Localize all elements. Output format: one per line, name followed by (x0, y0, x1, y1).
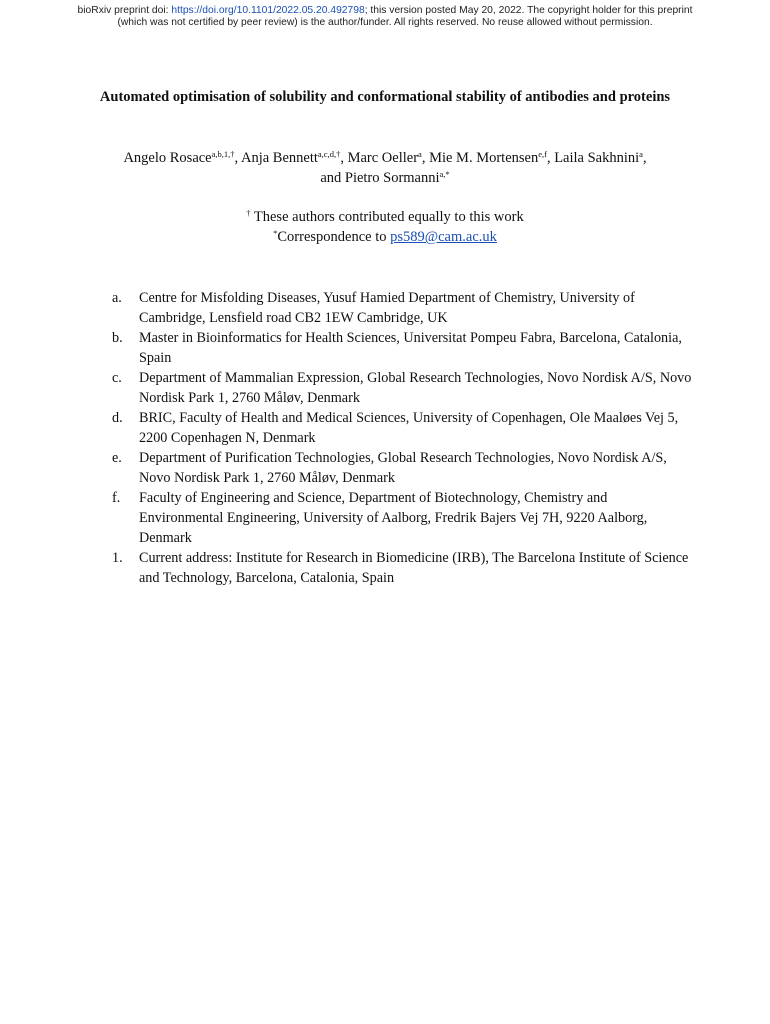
author-affiliation-marks: a,b,1,† (211, 149, 235, 159)
author (320, 170, 449, 186)
affiliation-text: Department of Mammalian Expression, Global Research Technologies, Novo Nordisk A/S, Novo Nordisk Park 1, 2760 Måløv, Denmark (139, 370, 692, 406)
affiliation-item (112, 288, 692, 328)
author: Anja Bennett$^{a,c,d,\dagger}$, (240, 149, 348, 166)
correspondence-email-link[interactable]: ps589@cam.ac.uk (390, 229, 497, 245)
header-line-2: (which was not certified by peer review) is the author/funder. All rights reserved. No reuse allowed without permission. (117, 17, 653, 28)
paper-title: Automated optimisation of solubility and conformational stability of antibodies and proteins (99, 89, 671, 105)
affiliation-marker: e. (112, 450, 122, 466)
preprint-header (0, 5, 770, 29)
correspondence-note: *Correspondence to ps589@cam.ac.uk (273, 228, 497, 245)
author-name: Mie M. Mortensen (429, 150, 539, 166)
affiliation-text: Current address: Institute for Research in Biomedicine (IRB), The Barcelona Institute of Science and Technology, Barcelona, Catalonia, Spain (139, 550, 689, 586)
affiliation-text: Centre for Misfolding Diseases, Yusuf Hamied Department of Chemistry, University of Cambridge, Lensfield road CB2 1EW Cambridge, UK (139, 290, 635, 326)
author-list (40, 148, 730, 188)
author: Mie M. Mortensen$^{e,f}$, (429, 149, 555, 166)
author: Marc Oeller$^a$, (347, 149, 430, 166)
author-name: Marc Oeller (347, 150, 419, 166)
affiliation-marker: c. (112, 370, 122, 386)
affiliation-list (112, 288, 692, 588)
header-suffix: ; this version posted May 20, 2022. The copyright holder for this preprint (364, 5, 693, 16)
author-affiliation-marks: a,* (439, 169, 450, 179)
author-name: Anja Bennett (240, 150, 318, 166)
author-affiliation-marks: e,f (538, 149, 547, 159)
author-affiliation-marks: a (639, 149, 643, 159)
affiliation-text: BRIC, Faculty of Health and Medical Sciences, University of Copenhagen, Ole Maaløes Vej 5, 2200 Copenhagen N, Denmark (139, 410, 679, 446)
author-affiliation-marks: a (418, 149, 422, 159)
affiliation-item (112, 448, 692, 488)
affiliation-item (112, 488, 692, 548)
asterisk-mark: * (273, 228, 278, 238)
affiliation-marker: f. (112, 490, 121, 506)
author-affiliation-marks: a,c,d,† (317, 149, 341, 159)
author-name: and Pietro Sormanni (320, 170, 440, 186)
affiliation-text: Faculty of Engineering and Science, Department of Biotechnology, Chemistry and Environmental Engineering, University of Aalborg, Fredrik Bajers Vej 7H, 9220 Aalborg, Denmark (139, 490, 648, 546)
affiliation-marker: d. (112, 410, 123, 426)
doi-link[interactable]: https://doi.org/10.1101/2022.05.20.492798 (171, 5, 365, 16)
header-prefix: bioRxiv preprint doi: (77, 5, 172, 16)
affiliation-text: Master in Bioinformatics for Health Sciences, Universitat Pompeu Fabra, Barcelona, Catalonia, Spain (139, 330, 682, 366)
author: Laila Sakhnini$^a$, (554, 149, 647, 166)
header-line-1 (0, 5, 770, 17)
author-notes (85, 207, 685, 247)
author-name: Angelo Rosace (123, 150, 212, 166)
affiliation-marker: 1. (112, 550, 123, 566)
dagger-mark: † (246, 208, 251, 218)
affiliation-item (112, 328, 692, 368)
affiliation-item (112, 368, 692, 408)
affiliation-marker: b. (112, 330, 123, 346)
affiliation-item (112, 408, 692, 448)
affiliation-marker: a. (112, 290, 122, 306)
affiliation-item (112, 548, 692, 588)
author: Angelo Rosace$^{a,b,1,\dagger}$, (123, 149, 241, 166)
affiliation-text: Department of Purification Technologies, Global Research Technologies, Novo Nordisk A/S, Novo Nordisk Park 1, 2760 Måløv, Denmark (139, 450, 667, 486)
equal-contribution-note: † These authors contributed equally to this work (246, 208, 524, 225)
author-name: Laila Sakhnini (554, 150, 640, 166)
